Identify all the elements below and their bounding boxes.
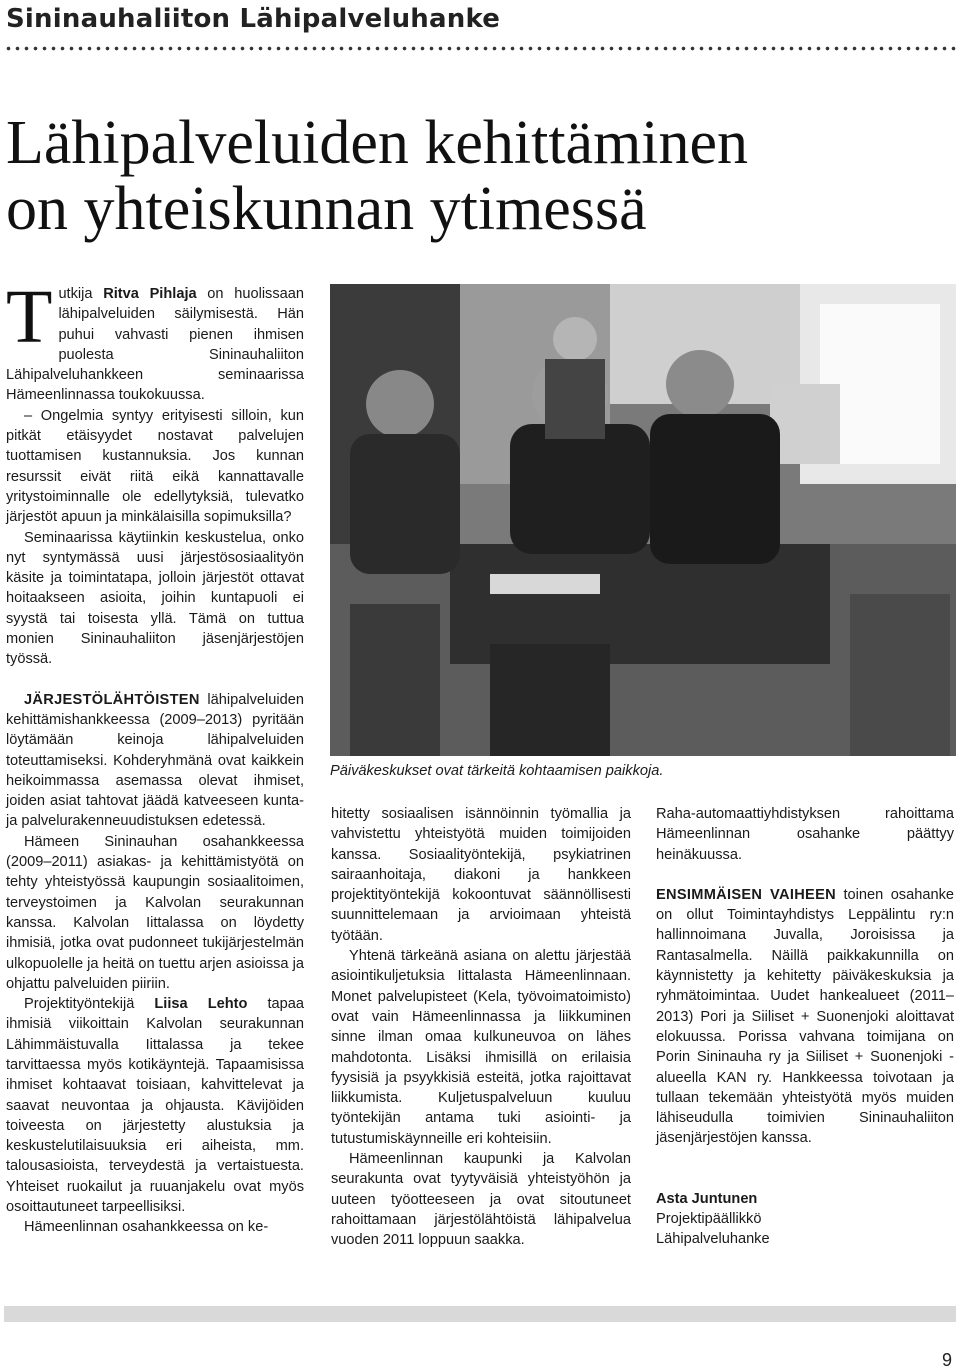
signature-name: Asta Juntunen bbox=[656, 1190, 758, 1207]
signature bbox=[656, 1189, 954, 1250]
project-worker-paragraph: Projektityöntekijä Liisa Lehto tapaa ihmisiä viikoittain Kalvolan seurakunnan Lähimmäistuvalla Iittalassa ja tekee tarvittaessa myös kotikäyntejä. Tapaamisissa ihmiset kohtaavat toisiaan, kahvittelevat ja saavat neuvontaa ja ohjausta. Kävijöiden toiveesta on järjestetty alustuksia ja keskustelutilaisuuksia eri aiheista, mm. talousasioista, terveydestä ja vertaistuesta. Yhteiset ruokailut ja ruuanjakelu ovat myös osoittautuneet tarpeellisiksi. bbox=[6, 996, 305, 1216]
column-3-paragraph-1: Raha-automaattiyhdistyksen rahoittama Hämeenlinnan osahanke päättyy heinäkuussa. bbox=[656, 806, 954, 863]
signature-role: Projektipäällikkö bbox=[656, 1211, 762, 1228]
column-2 bbox=[331, 804, 631, 1251]
footer-bar bbox=[4, 1306, 956, 1322]
photo-caption: Päiväkeskukset ovat tärkeitä kohtaamisen paikkoja. bbox=[330, 763, 664, 779]
column-3 bbox=[656, 804, 954, 1250]
lead-paragraph: Tutkija Ritva Pihlaja on huolissaan lähipalveluiden säilymisestä. Hän puhui vahvasti pienen ihmisen puolesta Sininauhaliiton Lähipalveluhankkeen seminaarissa Hämeenlinnassa toukokuussa. bbox=[6, 275, 305, 404]
article-title bbox=[6, 110, 906, 242]
article-photo bbox=[330, 284, 956, 756]
quote-paragraph: – Ongelmia syntyy erityisesti silloin, kun pitkät etäisyydet nostavat palvelujen tuottamisen kustannuksia. Jos kunnan resurssit eivät riitä eikä kannattavalle yritystoiminnalle ole edellytyksiä, tulevatko järjestöt apuun ja minkälaisilla sopimuksilla? bbox=[6, 407, 304, 526]
column-2-paragraph-3: Hämeenlinnan kaupunki ja Kalvolan seurakunta ovat tyytyväisiä yhteistyöhön ja uuteen työotteeseen ja ovat sitoutuneet rahoittamaan järjestölähtöistä lähipalvelua vuoden 2011 loppuun saakka. bbox=[331, 1151, 631, 1249]
person-name: Liisa Lehto bbox=[154, 996, 248, 1013]
column-2-paragraph-2: Yhtenä tärkeänä asiana on alettu järjestää asiointikuljetuksia Iittalasta Hämeenlinnaan. Monet palvelupisteet (Kela, työvoimatoimisto) ovat vain Hämeenlinnassa ja liikkuminen sinne ilman omaa kulkuneuvoa on lähes mahdotonta. Lisäksi ihmisillä on erilaisia fyysisiä ja psyykkisiä esteitä, jotka rajoittavat liikkumista. Kuljetuspalveluun kuuluu työntekijän antama tuki asiointi- ja tutustumiskäynneille eri kohteisiin. bbox=[331, 948, 631, 1147]
column-2-paragraph-1: hitetty sosiaalisen isännöinnin työmallia ja vahvistettu yhteistyötä muiden toimijoiden kanssa. Sosiaalityöntekijä, psykiatrinen sairaanhoitaja, diakoni ja hankkeen projektityöntekijä kokoontuvat säännöllisesti suunnittelemaan ja arvioimaan yhteistä työtään. bbox=[331, 806, 631, 944]
seminar-paragraph: Seminaarissa käytiinkin keskustelua, onko nyt syntymässä uusi järjestösosiaalityön käsite ja toimintatapa, jolloin järjestöt ottavat hoitaakseen asioita, joihin kuntapuoli ei syystä tai toisesta yllä. Tämä on tuttua monien Sininauhaliiton jäsenjärjestöjen työssä. bbox=[6, 529, 304, 668]
subhead-paragraph: JÄRJESTÖLÄHTÖISTEN lähipalveluiden kehittämishankkeessa (2009–2013) pyritään löytämään keinoja lähipalveluiden toteuttamiseksi. Kohderyhmänä ovat kaikkein heikoimmassa asemassa olevat ihmiset, joiden asiat tahtovat jäädä katveeseen kunta- ja palvelurakenneuudistuksen edetessä. bbox=[6, 691, 304, 830]
photo-illustration bbox=[330, 284, 956, 756]
article-title-line-1: Lähipalveluiden kehittäminen bbox=[6, 109, 749, 177]
continued-paragraph: Hämeenlinnan osahankkeessa on ke- bbox=[24, 1219, 269, 1236]
page-number: 9 bbox=[941, 1350, 952, 1370]
column-3-paragraph-2: ENSIMMÄISEN VAIHEEN toinen osahanke on ollut Toimintayhdistys Leppälintu ry:n hallinnoimana Juvalla, Joroisissa ja Rantasalmella. Näillä paikkakunnilla on käynnistetty ja kehitetty päiväkeskuksia ja ryhmätoimintaa. Uudet hankealueet (2011–2013) Pori ja Siiliset + Suonenjoki aloittavat elokuussa. Porissa vahvana toimijana on Porin Sininauha ry ja Siiliset + Suonenjoki -alueella KAN ry. Hankkeessa toivotaan ja tullaan tekemään yhteistyötä myös muiden lähiseudulla toimivien Sininauhaliiton jäsenjärjestöjen kanssa. bbox=[656, 886, 954, 1147]
section-title: Sininauhaliiton Lähipalveluhanke bbox=[6, 4, 501, 34]
person-name: Ritva Pihlaja bbox=[103, 286, 197, 302]
article-title-line-2: on yhteiskunnan ytimessä bbox=[6, 175, 647, 243]
hameen-paragraph: Hämeen Sininauhan osahankkeessa (2009–2011) asiakas- ja kehittämistyötä on tehty yhteistyössä kaupungin sosiaalitoimen, terveystoimen ja Kalvolan seurakunnan kanssa. Kalvolan Iittalassa on löydetty ihmisiä, jotka ovat pudonneet tukijärjestelmän ulkopuolelle ja heitä on tuettu arjen asioissa ja ohjattu palveluiden piiriin. bbox=[6, 833, 304, 992]
column-1 bbox=[6, 275, 305, 1238]
drop-cap: T bbox=[6, 275, 53, 359]
signature-org: Lähipalveluhanke bbox=[656, 1231, 770, 1248]
dotted-divider bbox=[4, 46, 956, 51]
